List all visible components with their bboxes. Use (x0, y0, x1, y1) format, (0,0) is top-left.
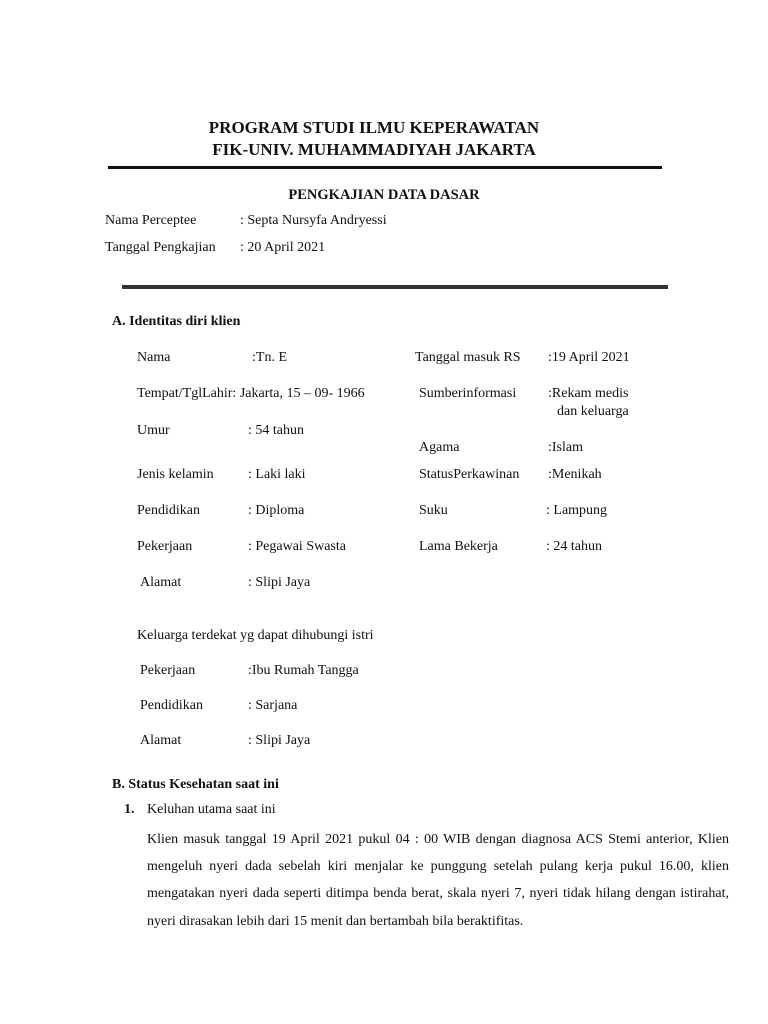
family-alamat-value: : Slipi Jaya (248, 733, 311, 748)
pekerjaan-value: : Pegawai Swasta (248, 539, 346, 554)
family-pekerjaan-value: :Ibu Rumah Tangga (248, 663, 359, 678)
umur-label: Umur (137, 423, 170, 438)
alamat-value: : Slipi Jaya (248, 575, 311, 590)
complaint-item-number: 1. (124, 802, 135, 817)
pendidikan-label: Pendidikan (137, 503, 200, 518)
umur-value: : 54 tahun (248, 423, 304, 438)
family-alamat-label: Alamat (140, 733, 182, 748)
complaint-item-title: Keluhan utama saat ini (147, 802, 276, 817)
status-perkawinan-label: StatusPerkawinan (419, 467, 520, 482)
lama-bekerja-value: : 24 tahun (546, 539, 602, 554)
family-pendidikan-label: Pendidikan (140, 698, 203, 713)
meta-divider (122, 285, 668, 289)
suku-label: Suku (419, 503, 448, 518)
sumber-informasi-value-cont: dan keluarga (557, 404, 629, 419)
alamat-label: Alamat (140, 575, 182, 590)
perceptee-label: Nama Perceptee (105, 213, 197, 228)
nama-value: :Tn. E (252, 350, 287, 365)
header-divider (108, 166, 662, 169)
complaint-paragraph: Klien masuk tanggal 19 April 2021 pukul 04 : 00 WIB dengan diagnosa ACS Stemi anterior, Klien mengeluh nyeri dada sebelah kiri menjalar ke punggung setelah pulang kerja pukul 16.00, klien mengatakan nyeri dada seperti ditimpa benda berat, skala nyeri 7, nyeri tidak hilang dengan istirahat, nyeri dirasakan lebih dari 15 menit dan bertambah bila beraktifitas. (147, 832, 729, 929)
pekerjaan-label: Pekerjaan (137, 539, 193, 554)
jenis-kelamin-value: : Laki laki (248, 467, 306, 482)
header-title-line2: FIK-UNIV. MUHAMMADIYAH JAKARTA (212, 140, 536, 159)
section-a-title: A. Identitas diri klien (112, 314, 241, 329)
header-title-line1: PROGRAM STUDI ILMU KEPERAWATAN (208, 118, 540, 137)
sumber-informasi-value: :Rekam medis (548, 386, 629, 401)
assessment-date-value: : 20 April 2021 (240, 240, 326, 255)
perceptee-value: : Septa Nursyfa Andryessi (240, 213, 387, 228)
family-pendidikan-value: : Sarjana (248, 698, 298, 713)
pendidikan-value: : Diploma (248, 503, 305, 518)
family-contact-heading: Keluarga terdekat yg dapat dihubungi istri (137, 628, 374, 643)
assessment-date-label: Tanggal Pengkajian (105, 240, 216, 255)
section-b-title: B. Status Kesehatan saat ini (112, 777, 279, 792)
suku-value: : Lampung (546, 503, 608, 518)
birth-place-date: Tempat/TglLahir: Jakarta, 15 – 09- 1966 (137, 386, 365, 401)
tanggal-masuk-label: Tanggal masuk RS (415, 350, 521, 365)
sumber-informasi-label: Sumberinformasi (419, 386, 517, 401)
lama-bekerja-label: Lama Bekerja (419, 539, 498, 554)
agama-value: :Islam (548, 440, 583, 455)
page-subtitle: PENGKAJIAN DATA DASAR (288, 187, 480, 203)
jenis-kelamin-label: Jenis kelamin (137, 467, 214, 482)
agama-label: Agama (419, 440, 460, 455)
family-pekerjaan-label: Pekerjaan (140, 663, 196, 678)
status-perkawinan-value: :Menikah (548, 467, 602, 482)
tanggal-masuk-value: :19 April 2021 (548, 350, 630, 365)
nama-label: Nama (137, 350, 171, 365)
